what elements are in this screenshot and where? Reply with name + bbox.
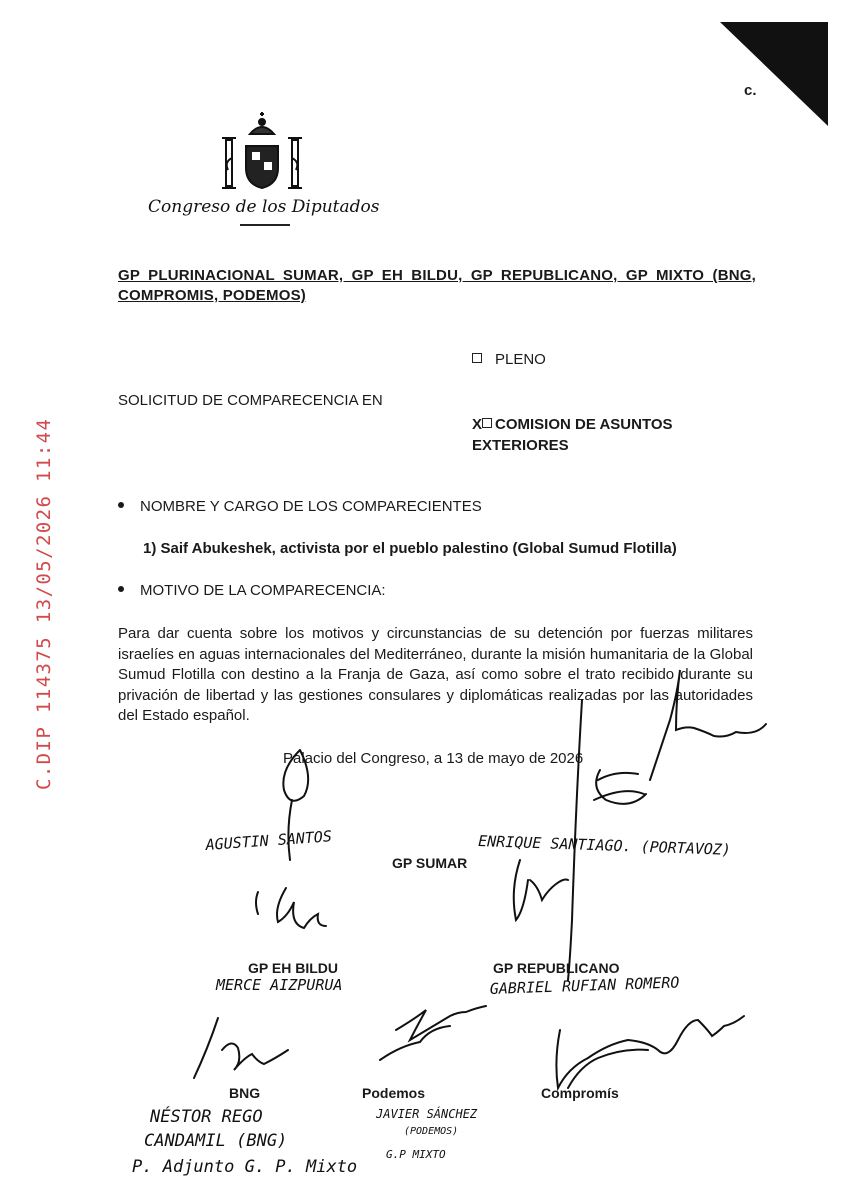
hand-nestor-2: CANDAMIL (BNG)	[144, 1131, 288, 1151]
comision-label-2: EXTERIORES	[472, 437, 569, 454]
pleno-label: PLENO	[495, 351, 546, 368]
hand-javier-2: (PODEMOS)	[404, 1126, 459, 1137]
motivo-title: MOTIVO DE LA COMPARECENCIA:	[140, 582, 386, 599]
comision-label-1: COMISION DE ASUNTOS	[495, 416, 673, 433]
motivo-bullet	[118, 582, 386, 599]
signature-bng	[194, 1018, 288, 1078]
signature-bildu	[256, 888, 326, 928]
place-date: Palacio del Congreso, a 13 de mayo de 2026	[283, 750, 584, 767]
hand-javier-3: G.P MIXTO	[386, 1148, 446, 1161]
hand-enrique: ENRIQUE SANTIAGO. (PORTAVOZ)	[477, 832, 732, 859]
pleno-checkbox	[472, 353, 482, 363]
comision-mark: X	[472, 416, 483, 433]
signature-podemos	[380, 1006, 486, 1060]
hand-nestor-3: P. Adjunto G. P. Mixto	[132, 1157, 358, 1177]
signature-compromis	[556, 1016, 744, 1088]
motivo-text: Para dar cuenta sobre los motivos y circunstancias de su detención por fuerzas militares israelíes en aguas internacionales del Mediterráneo, durante la misión humanitaria de la Global Sumud Flotilla con destino a la Franja de Gaza, así como sobre el trato recibido durante su privación de libertad y las gestiones consulares y diplomáticas realizadas por las autoridades del Estado español.	[118, 625, 753, 724]
registry-stamp	[6, 417, 61, 790]
svg-text:Congreso de los Diputados: Congreso de los Diputados	[148, 197, 380, 217]
bullet-dot	[118, 502, 124, 508]
comparecientes-bullet	[118, 498, 482, 515]
compareciente-1: 1) Saif Abukeshek, activista por el pueblo palestino (Global Sumud Flotilla)	[143, 540, 677, 557]
corner-triangle-mark	[720, 0, 848, 130]
comision-checkbox	[482, 418, 492, 428]
hand-rufian: GABRIEL RUFIAN ROMERO	[489, 973, 680, 998]
pleno-option	[472, 351, 546, 368]
signature-santiago-2	[514, 860, 568, 920]
comision-option	[472, 414, 712, 456]
hand-bildu: MERCE AIZPURUA	[216, 976, 343, 994]
institution-underline	[240, 224, 290, 226]
bullet-dot	[118, 586, 124, 592]
comparecientes-title: NOMBRE Y CARGO DE LOS COMPARECIENTES	[140, 498, 482, 515]
label-bng: BNG	[229, 1085, 261, 1101]
label-gp-republicano: GP REPUBLICANO	[493, 960, 620, 976]
corner-letter: c.	[744, 82, 757, 99]
coat-of-arms-icon	[212, 110, 312, 196]
hand-javier-1: JAVIER SÁNCHEZ	[376, 1107, 478, 1121]
hand-agustin: AGUSTIN SANTOS	[205, 827, 333, 854]
signature-stroke-long	[568, 700, 582, 980]
label-podemos: Podemos	[362, 1085, 426, 1101]
solicitud-label: SOLICITUD DE COMPARECENCIA EN	[118, 392, 383, 409]
hand-nestor-1: NÉSTOR REGO	[150, 1107, 263, 1127]
label-compromis: Compromís	[541, 1085, 619, 1101]
label-gp-eh-bildu: GP EH BILDU	[248, 960, 338, 976]
label-gp-sumar: GP SUMAR	[392, 855, 468, 871]
institution-logotype	[148, 186, 388, 226]
groups-heading: GP PLURINACIONAL SUMAR, GP EH BILDU, GP REPUBLICANO, GP MIXTO (BNG, COMPROMIS, PODEMOS)	[118, 267, 756, 304]
registry-stamp-text: C.DIP 114375 13/05/2026 11:44	[33, 417, 55, 790]
